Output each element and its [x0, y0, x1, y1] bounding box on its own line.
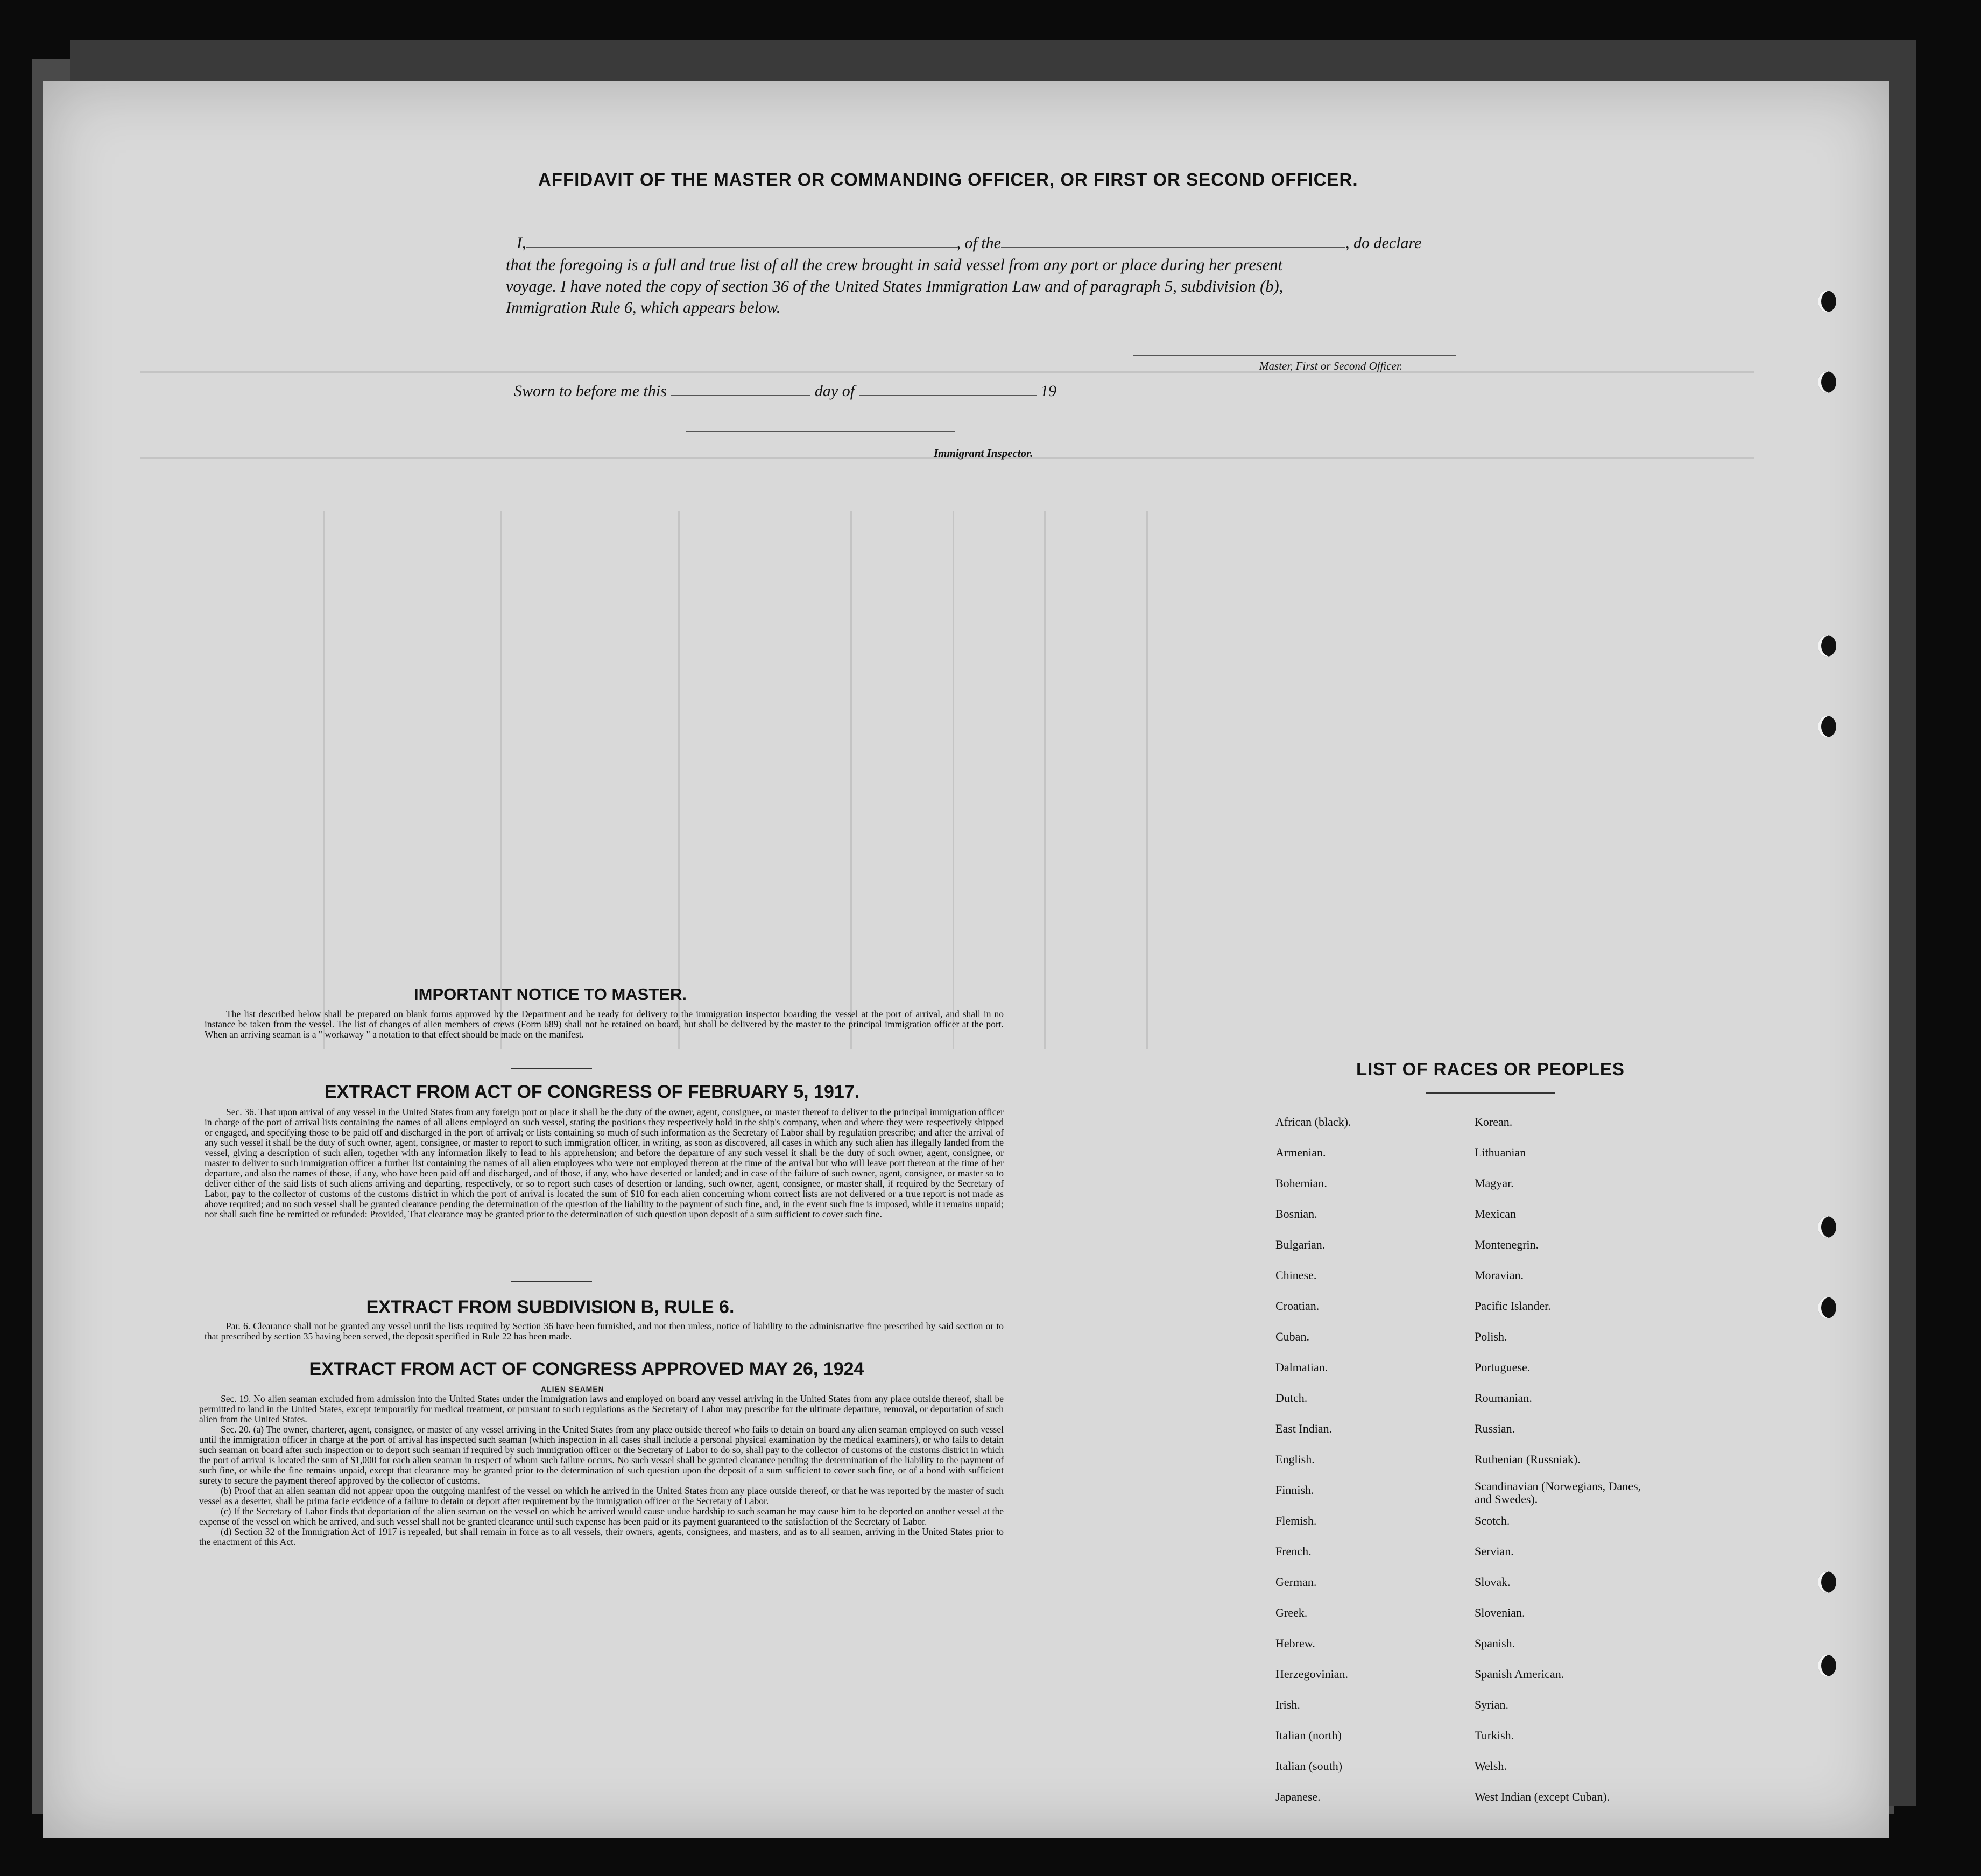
race-item: Japanese.	[1275, 1790, 1321, 1803]
extract-1924-paragraph: (d) Section 32 of the Immigration Act of 1917 is repealed, but shall remain in force as to all vessels, their owners, agents, consignees, and masters, and as to all seamen, arriving in the United States prior to the enactment of this Act.	[199, 1526, 1004, 1547]
bleed-through-line	[850, 511, 852, 1049]
name-field[interactable]	[526, 247, 957, 248]
punch-hole	[1818, 1571, 1836, 1593]
race-item: Korean.	[1475, 1115, 1513, 1129]
sworn-prefix: Sworn to before me this	[514, 382, 667, 400]
extract-1917-paragraph: Sec. 36. That upon arrival of any vessel in the United States from any foreign port or place it shall be the duty of the owner, agent, consignee, or master thereof to deliver to the principal immigration officer in charge of the port of arrival lists containing the names of all aliens employed on such vessel, stating the positions they respectively hold in the ship's company, when and where they were respectively shipped or engaged, and specifying those to be paid off and discharged in the port of arrival; or lists containing so much of such information as the Secretary of Labor shall by regulation prescribe; and after the arrival of any such vessel it shall be the duty of such owner, agent, consignee, or master to report to such immigration officer, in writing, as soon as discovered, all cases in which any such alien has illegally landed from the vessel, giving a description of such alien, together with any information likely to lead to his apprehension; and before the departure of any such vessel it shall be the duty of such owner, agent, consignee, or master to deliver to such immigration officer a further list containing the names of all alien employees who were not employed thereon at the time of the arrival but who will leave port thereon at the time of her departure, and also the names of those, if any, who have been paid off and discharged, and of those, if any, who have deserted or landed; and in case of the failure of such owner, agent, consignee, or master so to deliver either of the said lists of such aliens arriving and departing, respectively, or so to report such cases of desertion or landing, such owner, agent, consignee, or master shall, if required by the Secretary of Labor, pay to the collector of customs of the customs district in which the port of arrival is located the sum of $10 for each alien concerning whom correct lists are not delivered or a true report is not made as above required; and no such vessel shall be granted clearance pending the determination of the question of the liability to the payment of such fine, and, in the event such fine is imposed, while it remains unpaid; nor shall such fine be remitted or refunded: Provided, That clearance may be granted prior to the determination of such question upon deposit of a sum sufficient to cover such fine.	[205, 1106, 1004, 1219]
race-item: Scotch.	[1475, 1514, 1510, 1527]
race-item: West Indian (except Cuban).	[1475, 1790, 1610, 1803]
race-item: Herzegovinian.	[1275, 1667, 1348, 1681]
affidavit-line-2: that the foregoing is a full and true list of all the crew brought in said vessel from any port or place during her present	[506, 256, 1283, 274]
notice-paragraph: The list described below shall be prepared on blank forms approved by the Department and be ready for delivery to the immigration inspector boarding the vessel at the port of arrival, and shall in no instance be taken from the vessel. The list of changes of alien members of crews (Form 689) shall not be retained on board, but shall be delivered by the master to the principal immigration officer at the port. When an arriving seaman is a " workaway " a notation to that effect should be made on the manifest.	[205, 1008, 1004, 1040]
extract-1924-title: EXTRACT FROM ACT OF CONGRESS APPROVED MAY 26, 1924	[309, 1359, 864, 1379]
race-item: French.	[1275, 1544, 1312, 1558]
race-item: Russian.	[1475, 1422, 1515, 1435]
extract-1917-text	[205, 1107, 1004, 1219]
race-item: English.	[1275, 1452, 1315, 1466]
race-item: Turkish.	[1475, 1729, 1514, 1742]
race-item: Montenegrin.	[1475, 1238, 1539, 1251]
race-item: Spanish American.	[1475, 1667, 1564, 1681]
race-item: Lithuanian	[1475, 1146, 1526, 1159]
races-title-underline	[1426, 1092, 1555, 1094]
race-item: Finnish.	[1275, 1483, 1314, 1497]
declare-end-text: , do declare	[1345, 234, 1422, 252]
extract-1924-text	[199, 1394, 1004, 1547]
race-item: Servian.	[1475, 1544, 1514, 1558]
races-title: LIST OF RACES OR PEOPLES	[1356, 1059, 1625, 1079]
race-item: Welsh.	[1475, 1759, 1507, 1773]
race-item: Mexican	[1475, 1207, 1516, 1221]
sworn-day-of: day of	[814, 382, 855, 400]
race-item: Pacific Islander.	[1475, 1299, 1551, 1313]
extract-1924-paragraph: Sec. 20. (a) The owner, charterer, agent, consignee, or master of any vessel arriving in the United States from any place outside thereof who fails to detain on board any alien seaman employed on such vessel until the immigration officer in charge at the port of arrival has inspected such seaman (which inspection in all cases shall include a personal physical examination by the medical examiners), or who fails to detain such seaman on board after such inspection or to deport such seaman if required by such immigration officer or the Secretary of Labor to do so, shall pay to the collector of customs of the customs district in which the port of arrival is located the sum of $1,000 for each alien seaman in respect of whom such failure occurs. No such vessel shall be granted clearance pending the determination of the liability to the payment of such fine, or while the fine remains unpaid, except that clearance may be granted prior to the determination of such question upon the deposit of a sum sufficient to cover such fine, or of a bond with sufficient surety to secure the payment thereof approved by the collector of customs.	[199, 1424, 1004, 1486]
section-divider	[511, 1068, 592, 1069]
extract-1924-subtitle: ALIEN SEAMEN	[541, 1385, 604, 1393]
punch-hole	[1818, 1297, 1836, 1318]
declare-of-the-text: , of the	[956, 234, 1001, 252]
extract-1917-title: EXTRACT FROM ACT OF CONGRESS OF FEBRUARY 5, 1917.	[324, 1082, 860, 1102]
bleed-through-line	[953, 511, 954, 1049]
race-item: Italian (south)	[1275, 1759, 1343, 1773]
race-item: Bohemian.	[1275, 1176, 1327, 1190]
punch-hole	[1818, 1655, 1836, 1676]
race-item: Cuban.	[1275, 1330, 1309, 1343]
race-item: Bosnian.	[1275, 1207, 1317, 1221]
race-item: Dutch.	[1275, 1391, 1308, 1405]
race-item: Chinese.	[1275, 1268, 1317, 1282]
punch-hole	[1818, 1216, 1836, 1238]
race-item: Slovak.	[1475, 1575, 1511, 1589]
race-item: Italian (north)	[1275, 1729, 1342, 1742]
race-item: Armenian.	[1275, 1146, 1326, 1159]
affidavit-line-3: voyage. I have noted the copy of section 36 of the United States Immigration Law and of paragraph 5, subdivision (b),	[506, 277, 1284, 295]
extract-rule6-text	[205, 1321, 1004, 1342]
officer-caption: Master, First or Second Officer.	[1259, 359, 1402, 372]
race-item: Polish.	[1475, 1330, 1507, 1343]
section-divider	[511, 1281, 592, 1282]
race-item: Spanish.	[1475, 1637, 1515, 1650]
race-item: Portuguese.	[1475, 1360, 1531, 1374]
bleed-through-line	[323, 511, 325, 1049]
race-item: Ruthenian (Russniak).	[1475, 1452, 1581, 1466]
affidavit-title: AFFIDAVIT OF THE MASTER OR COMMANDING OFFICER, OR FIRST OR SECOND OFFICER.	[538, 170, 1358, 189]
race-item: Dalmatian.	[1275, 1360, 1328, 1374]
punch-hole	[1818, 635, 1836, 657]
race-item: German.	[1275, 1575, 1317, 1589]
sworn-date-field[interactable]	[671, 395, 810, 396]
officer-signature-line[interactable]	[1133, 355, 1456, 356]
inspector-signature-line[interactable]	[686, 431, 955, 432]
sworn-year: 19	[1040, 382, 1057, 400]
inspector-caption: Immigrant Inspector.	[934, 447, 1033, 460]
manifest-page	[43, 81, 1889, 1838]
race-item: African (black).	[1275, 1115, 1351, 1129]
punch-hole	[1818, 716, 1836, 737]
race-item: Hebrew.	[1275, 1637, 1315, 1650]
race-item: Scandinavian (Norwegians, Danes, and Swedes).	[1475, 1479, 1641, 1506]
extract-1924-paragraph: (c) If the Secretary of Labor finds that deportation of the alien seaman on the vessel on which he arrived would cause undue hardship to such seaman he may cause him to be deported on another vessel at the expense of the vessel on which he arrived, and such vessel shall not be granted clearance until such expense has been paid or its payment guaranteed to the satisfaction of the Secretary of Labor.	[199, 1506, 1004, 1527]
notice-title: IMPORTANT NOTICE TO MASTER.	[414, 985, 687, 1004]
sworn-line	[514, 382, 1056, 400]
bleed-through-line	[678, 511, 680, 1049]
extract-1924-paragraph: Sec. 19. No alien seaman excluded from admission into the United States under the immigration laws and employed on board any vessel arriving in the United States from any place outside thereof, shall be permitted to land in the United States, except temporarily for medical treatment, or pursuant to such regulations as the Secretary of Labor may prescribe for the ultimate departure, removal, or deportation of such alien from the United States.	[199, 1393, 1004, 1424]
extract-1924-paragraph: (b) Proof that an alien seaman did not appear upon the outgoing manifest of the vessel on which he arrived in the United States from any place outside thereof, or that he was reported by the master of such vessel as a deserter, shall be prima facie evidence of a failure to detain or deport after requirement by the immigration officer or the Secretary of Labor.	[199, 1485, 1004, 1506]
vessel-field[interactable]	[1001, 247, 1345, 248]
sworn-month-field[interactable]	[859, 395, 1037, 396]
race-item: Moravian.	[1475, 1268, 1524, 1282]
bleed-through-line	[500, 511, 502, 1049]
extract-rule6-title: EXTRACT FROM SUBDIVISION B, RULE 6.	[366, 1297, 735, 1317]
notice-text	[205, 1009, 1004, 1040]
race-item: Flemish.	[1275, 1514, 1317, 1527]
race-item: Magyar.	[1475, 1176, 1514, 1190]
bleed-through-line	[1044, 511, 1046, 1049]
punch-hole	[1818, 371, 1836, 393]
race-item: Syrian.	[1475, 1698, 1508, 1711]
race-item: Croatian.	[1275, 1299, 1320, 1313]
race-item: Greek.	[1275, 1606, 1308, 1619]
race-item: East Indian.	[1275, 1422, 1333, 1435]
race-item: Bulgarian.	[1275, 1238, 1326, 1251]
race-item: Slovenian.	[1475, 1606, 1525, 1619]
affidavit-declaration-line	[517, 234, 1421, 252]
race-item: Roumanian.	[1475, 1391, 1532, 1405]
extract-rule6-paragraph: Par. 6. Clearance shall not be granted any vessel until the lists required by Section 36 have been furnished, and not then unless, notice of liability to the administrative fine prescribed by said section or to that prescribed by section 35 having been served, the deposit specified in Rule 22 has been made.	[205, 1321, 1004, 1342]
declare-i-text: I,	[517, 234, 526, 252]
affidavit-line-4: Immigration Rule 6, which appears below.	[506, 299, 781, 316]
punch-hole	[1818, 291, 1836, 312]
race-item: Irish.	[1275, 1698, 1300, 1711]
bleed-through-line	[140, 371, 1754, 373]
bleed-through-line	[1146, 511, 1148, 1049]
